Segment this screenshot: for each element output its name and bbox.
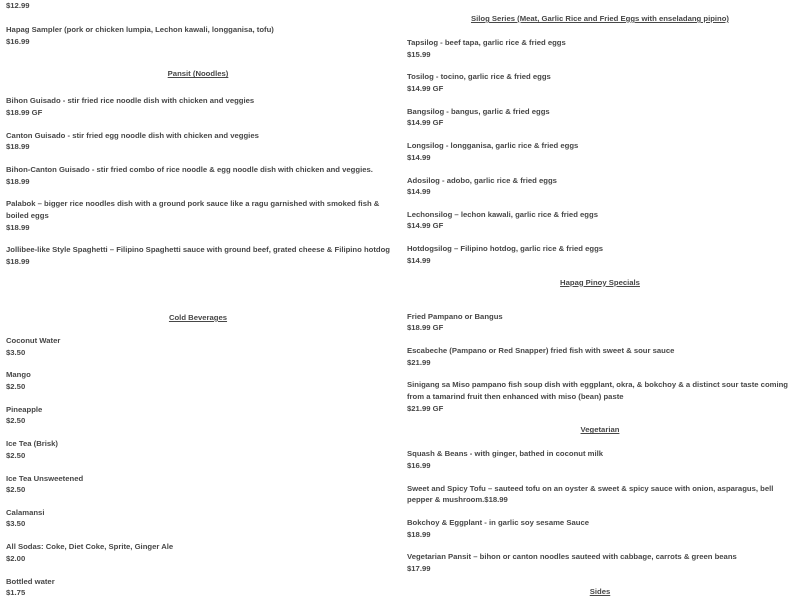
- item-price: $14.99 GF: [407, 221, 444, 231]
- item-name: Ice Tea (Brisk): [6, 439, 58, 449]
- menu-item: [407, 311, 793, 334]
- item-price: $3.50: [6, 347, 26, 357]
- section-heading-sides: Sides: [589, 586, 611, 596]
- section-heading-beverages: Cold Beverages: [168, 313, 228, 322]
- menu-item: [407, 209, 793, 232]
- beverages-panel: [6, 312, 390, 610]
- item-price: $2.50: [6, 381, 26, 391]
- menu-item: [407, 379, 793, 414]
- menu-item: [407, 243, 793, 266]
- menu-item: [6, 164, 390, 187]
- menu-item: [6, 404, 390, 427]
- item-price: $15.99: [407, 49, 431, 59]
- item-price: $14.99 GF: [407, 83, 444, 93]
- menu-item: [6, 438, 390, 461]
- menu-item: [407, 345, 793, 368]
- item-price: $16.99: [407, 460, 431, 470]
- item-name: Bokchoy & Eggplant - in garlic soy sesame Sauce: [407, 518, 589, 528]
- item-name: Jollibee-like Style Spaghetti – Filipino Spaghetti sauce with ground beef, grated cheese & Filipino hotdog: [6, 245, 390, 255]
- item-price: $18.99: [6, 176, 30, 186]
- menu-item: [6, 541, 390, 564]
- item-price: $14.99: [407, 152, 431, 162]
- item-name: Coconut Water: [6, 336, 61, 345]
- item-name: Mango: [6, 370, 31, 380]
- item-name: Tapsilog - beef tapa, garlic rice & fried eggs: [407, 38, 566, 47]
- item-name: Vegetarian Pansit – bihon or canton noodles sauteed with cabbage, carrots & green beans: [407, 552, 737, 562]
- item-price: $2.50: [6, 450, 26, 460]
- menu-item: [6, 507, 390, 530]
- item-name: Calamansi: [6, 507, 45, 517]
- menu-item: [6, 335, 390, 358]
- item-price: $17.99: [407, 564, 431, 574]
- menu-item: [6, 473, 390, 496]
- specials-list: [407, 311, 793, 415]
- item-name: Pineapple: [6, 404, 43, 414]
- item-price: $16.99: [6, 36, 30, 46]
- menu-item: [6, 130, 390, 153]
- menu-item: [6, 198, 390, 233]
- item-name: Bihon Guisado - stir fried rice noodle dish with chicken and veggies: [6, 96, 255, 106]
- item-name: Sinigang sa Miso pampano fish soup dish with eggplant, okra, & bokchoy & a distinct sour taste coming from a tamarind fruit then enhanced with miso (bean) paste: [407, 380, 789, 401]
- item-price: $18.99: [6, 142, 30, 152]
- item-name: Squash & Beans - with ginger, bathed in coconut milk: [407, 449, 604, 459]
- item-name: Palabok – bigger rice noodles dish with a ground pork sauce like a ragu garnished with smoked fish & boiled eggs: [6, 199, 380, 220]
- section-heading-pansit: Pansit (Noodles): [167, 69, 229, 79]
- item-price: $18.99: [6, 256, 30, 266]
- item-price: $21.99 GF: [407, 403, 444, 413]
- section-heading-silog: Silog Series (Meat, Garlic Rice and Fried Eggs with enseladang pipino): [470, 14, 729, 23]
- item-price: $14.99: [407, 187, 431, 197]
- item-name: Adosilog - adobo, garlic rice & fried eggs: [407, 175, 557, 185]
- menu-item: [407, 106, 793, 129]
- item-price: $14.99 GF: [407, 118, 444, 128]
- menu-item: [407, 483, 793, 506]
- item-name: Longsilog - longganisa, garlic rice & fried eggs: [407, 141, 579, 151]
- menu-item: [6, 244, 390, 267]
- item-price: $2.50: [6, 485, 26, 495]
- menu-item-sampler: [6, 24, 390, 47]
- item-name: Hotdogsilog – Filipino hotdog, garlic rice & fried eggs: [407, 244, 604, 254]
- silog-list: [407, 37, 793, 266]
- item-price: $18.99 GF: [407, 323, 444, 333]
- item-name: Bihon-Canton Guisado - stir fried combo of rice noodle & egg noodle dish with chicken and veggies.: [6, 164, 373, 174]
- menu-item: [407, 71, 793, 94]
- item-name: Fried Pampano or Bangus: [407, 311, 503, 321]
- menu-item: [407, 551, 793, 574]
- item-price: $21.99: [407, 357, 431, 367]
- menu-item: [6, 576, 390, 599]
- right-menu-column: [407, 13, 793, 598]
- section-heading-vegetarian: Vegetarian: [580, 425, 620, 435]
- item-name: Ice Tea Unsweetened: [6, 473, 84, 483]
- menu-item: [407, 175, 793, 198]
- item-price: $2.00: [6, 553, 26, 563]
- item-price: $2.50: [6, 416, 26, 426]
- item-name: Bottled water: [6, 576, 55, 586]
- section-heading-specials: Hapag Pinoy Specials: [560, 277, 640, 287]
- vegetarian-list: [407, 448, 793, 574]
- item-price: $3.50: [6, 519, 26, 529]
- item-name: Sweet and Spicy Tofu – sauteed tofu on an oyster & sweet & spicy sauce with onion, asparagus, bell pepper & mushroom.$18.99: [407, 483, 774, 505]
- item-price: $18.99 GF: [6, 107, 43, 117]
- appetizers-pansit-panel[interactable]: [6, 0, 390, 302]
- menu-item: [407, 448, 793, 471]
- pansit-list: [6, 95, 390, 267]
- item-name: Lechonsilog – lechon kawali, garlic rice & fried eggs: [407, 209, 598, 219]
- item-price: $18.99: [407, 529, 431, 539]
- item-price: $14.99: [407, 255, 431, 265]
- item-name: Hapag Sampler (pork or chicken lumpia, Lechon kawali, longganisa, tofu): [6, 25, 274, 34]
- menu-item: [407, 517, 793, 540]
- item-price: $1.75: [6, 588, 26, 598]
- menu-item: [6, 95, 390, 118]
- menu-item: [6, 369, 390, 392]
- menu-item: [407, 140, 793, 163]
- item-price: $18.99: [6, 222, 30, 232]
- menu-item: [407, 37, 793, 60]
- item-name: Tosilog - tocino, garlic rice & fried eggs: [407, 72, 551, 82]
- item-name: Escabeche (Pampano or Red Snapper) fried fish with sweet & sour sauce: [407, 346, 675, 355]
- beverages-list: [6, 335, 390, 599]
- item-name: All Sodas: Coke, Diet Coke, Sprite, Ginger Ale: [6, 542, 174, 552]
- lead-price: $12.99: [6, 1, 30, 10]
- item-name: Canton Guisado - stir fried egg noodle dish with chicken and veggies: [6, 130, 259, 140]
- item-name: Bangsilog - bangus, garlic & fried eggs: [407, 106, 550, 116]
